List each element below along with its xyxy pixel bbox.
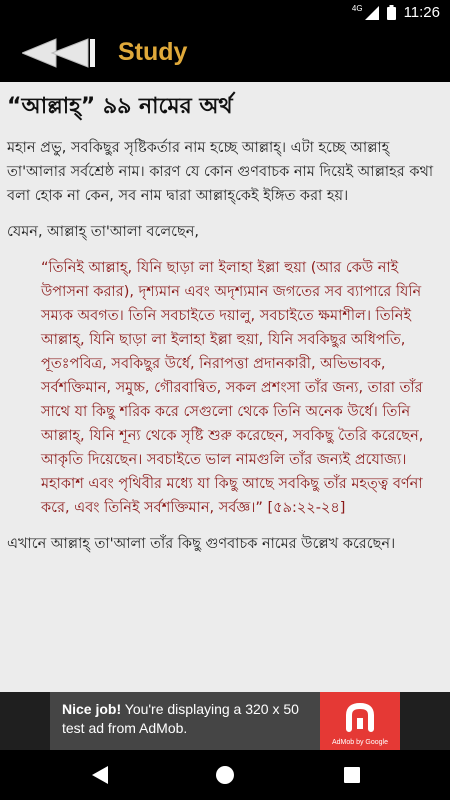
nav-back-button[interactable] bbox=[88, 763, 112, 787]
back-triangle-icon bbox=[88, 763, 112, 787]
nav-home-button[interactable] bbox=[213, 763, 237, 787]
test-ad[interactable] bbox=[50, 692, 400, 750]
system-nav-bar bbox=[0, 750, 450, 800]
nav-recents-button[interactable] bbox=[340, 763, 364, 787]
page-title: “আল্লাহ্” ৯৯ নামের অর্থ bbox=[7, 94, 233, 119]
status-bar bbox=[0, 0, 450, 25]
home-circle-icon bbox=[213, 763, 237, 787]
intro-paragraph: মহান প্রভু, সবকিছুর সৃষ্টিকর্তার নাম হচ্ছে আল্লাহ্। এটা হচ্ছে আল্লাহ্ তা'আলার সর্বশ্রেষ্ঠ নাম। কারণ যে কোন গুণবাচক নাম দিয়েই আল্লাহর কথা বলা হোক না কেন, সব নাম দ্বারা আল্লাহ্‌কেই ইঙ্গিত করা হয়। bbox=[7, 140, 434, 204]
clock: 11:26 bbox=[403, 4, 440, 21]
network-type: 4G bbox=[351, 4, 363, 13]
lead-in-paragraph: যেমন, আল্লাহ্ তা'আলা বলেছেন, bbox=[7, 224, 199, 240]
status-icons bbox=[352, 0, 440, 25]
app-title: Study bbox=[118, 38, 188, 66]
double-left-arrow-icon bbox=[22, 37, 96, 69]
ad-logo-caption: AdMob by Google bbox=[331, 739, 389, 746]
quran-quote: “তিনিই আল্লাহ্, যিনি ছাড়া লা ইলাহা ইল্লা হুয়া (আর কেউ নাই উপাসনা করার), দৃশ্যমান এবং অদৃশ্যমান জগতের সব ব্যাপারে যিনি সম্যক অবগত। তিনি সবচাইতে দয়ালু, সবচাইতে ক্ষমাশীল। তিনিই আল্লাহ্, যিনি ছাড়া লা ইলাহা ইল্লা হুয়া, যিনি সবকিছুর অধিপতি, পূতঃপবিত্র, সবকিছুর উর্ধে, নিরাপত্তা প্রদানকারী, অভিভাবক, সর্বশক্তিমান, সমুচ্চ, গৌরবান্বিত, সকল প্রশংসা তাঁর জন্য, তারা তাঁর সাথে যা কিছু শরিক করে সেগুলো থেকে তিনি অনেক উর্ধে। তিনি আল্লাহ্, যিনি শূন্য থেকে সৃষ্টি শুরু করেছেন, সবকিছু তৈরি করেছেন, আকৃতি দিয়েছেন। সবচাইতে ভাল নামগুলি তাঁর জন্যই প্রযোজ্য। মহাকাশ এবং পৃথিবীর মধ্যে যা কিছু আছে সবকিছু তাঁর মহত্ত্ব বর্ণনা করে, এবং তিনিই সর্বশক্তিমান, সর্বজ্ঞ।” [৫৯:২২-২৪] bbox=[41, 260, 424, 516]
admob-logo bbox=[320, 692, 400, 750]
signal-icon bbox=[365, 6, 379, 20]
article-content[interactable] bbox=[0, 82, 450, 692]
ad-body: You're displaying a 320 x 50 test ad from AdMob. bbox=[62, 701, 299, 736]
ad-headline: Nice job! bbox=[62, 701, 122, 717]
closing-paragraph: এখানে আল্লাহ্ তা'আলা তাঁর কিছু গুণবাচক নামের উল্লেখ করেছেন। bbox=[7, 536, 396, 552]
ad-text bbox=[62, 700, 322, 738]
ad-banner bbox=[0, 692, 450, 750]
app-bar bbox=[0, 25, 450, 82]
battery-icon bbox=[387, 5, 396, 20]
recents-square-icon bbox=[340, 763, 364, 787]
back-button[interactable] bbox=[22, 37, 96, 69]
